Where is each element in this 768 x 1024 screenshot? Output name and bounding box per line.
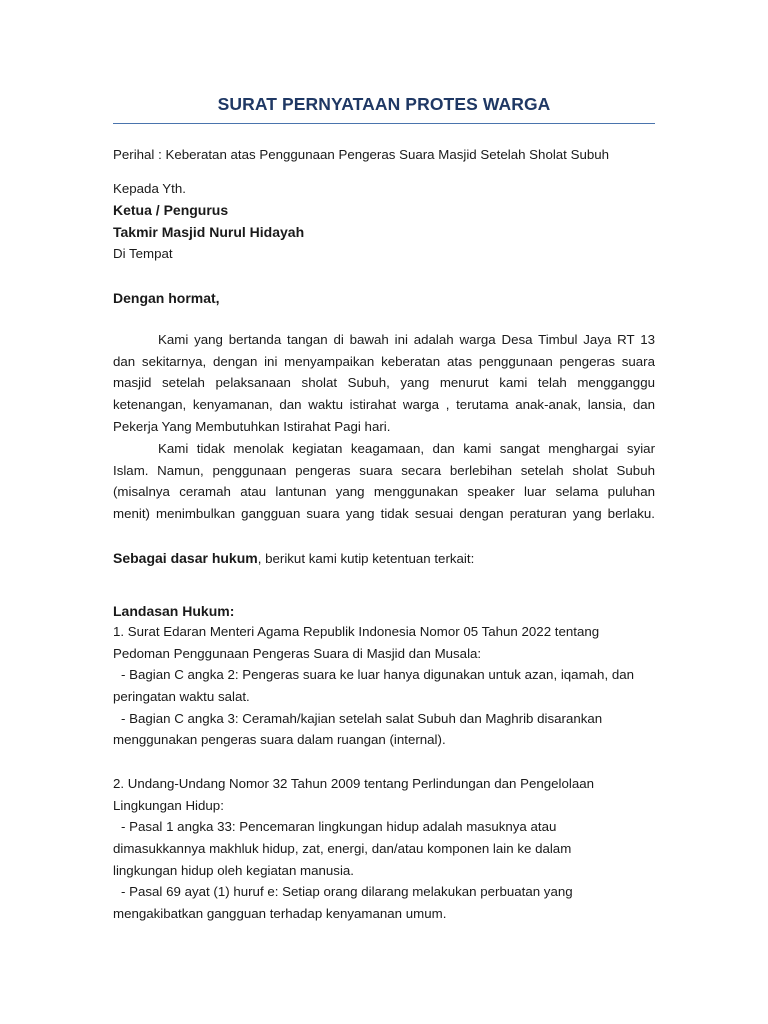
title-underline bbox=[113, 123, 655, 124]
law-2-line: lingkungan hidup oleh kegiatan manusia. bbox=[113, 862, 354, 878]
law-1-line: peringatan waktu salat. bbox=[113, 689, 250, 705]
paragraph-1-line: masjid setelah pelaksanaan sholat Subuh, yang menurut kami telah mengganggu bbox=[113, 375, 655, 391]
law-1-line: - Bagian C angka 2: Pengeras suara ke luar hanya digunakan untuk azan, iqamah, dan bbox=[121, 667, 635, 683]
law-2-line: Lingkungan Hidup: bbox=[113, 797, 224, 813]
dasar-hukum-line bbox=[113, 550, 474, 567]
landasan-heading: Landasan Hukum: bbox=[113, 603, 235, 619]
paragraph-1 bbox=[113, 329, 655, 437]
paragraph-1-line: ketenangan, kenyamanan, dan waktu istirahat warga , terutama anak-anak, lansia, dan bbox=[113, 397, 655, 413]
law-1-line: menggunakan pengeras suara dalam ruangan (internal). bbox=[113, 732, 446, 748]
paragraph-2 bbox=[113, 438, 655, 525]
law-2-line: - Pasal 1 angka 33: Pencemaran lingkungan hidup adalah masuknya atau bbox=[121, 819, 557, 835]
paragraph-1-line: dan sekitarnya, dengan ini menyampaikan keberatan atas penggunaan pengeras suara bbox=[113, 353, 655, 369]
perihal-line: Perihal : Keberatan atas Penggunaan Pengeras Suara Masjid Setelah Sholat Subuh bbox=[113, 147, 610, 162]
recipient-line-1: Ketua / Pengurus bbox=[113, 202, 229, 218]
salutation: Dengan hormat, bbox=[113, 290, 220, 306]
law-1-line: 1. Surat Edaran Menteri Agama Republik Indonesia Nomor 05 Tahun 2022 tentang bbox=[113, 624, 600, 639]
recipient-line-2: Takmir Masjid Nurul Hidayah bbox=[113, 224, 305, 240]
law-2-block bbox=[113, 773, 673, 925]
dasar-hukum-bold: Sebagai dasar hukum bbox=[113, 550, 258, 566]
paragraph-2-line: menit) menimbulkan gangguan suara yang tidak sesuai dengan peraturan yang berlaku. bbox=[113, 506, 655, 522]
law-2-line: dimasukkannya makhluk hidup, zat, energi, dan/atau komponen lain ke dalam bbox=[113, 841, 572, 857]
law-1-line: Pedoman Penggunaan Pengeras Suara di Masjid dan Musala: bbox=[113, 645, 482, 661]
kepada-line: Kepada Yth. bbox=[113, 181, 186, 196]
law-1-line: - Bagian C angka 3: Ceramah/kajian setelah salat Subuh dan Maghrib disarankan bbox=[121, 710, 603, 726]
law-2-line: - Pasal 69 ayat (1) huruf e: Setiap orang dilarang melakukan perbuatan yang bbox=[121, 884, 573, 900]
paragraph-1-line: Kami yang bertanda tangan di bawah ini adalah warga Desa Timbul Jaya RT 13 bbox=[158, 332, 655, 347]
paragraph-2-line: (misalnya ceramah atau lantunan yang menggunakan speaker luar selama puluhan bbox=[113, 484, 655, 500]
document-title: SURAT PERNYATAAN PROTES WARGA bbox=[217, 94, 551, 114]
law-2-line: 2. Undang-Undang Nomor 32 Tahun 2009 tentang Perlindungan dan Pengelolaan bbox=[113, 776, 595, 791]
paragraph-2-line: Kami tidak menolak kegiatan keagamaan, dan kami sangat menghargai syiar bbox=[158, 441, 655, 456]
law-2-line: mengakibatkan gangguan terhadap kenyamanan umum. bbox=[113, 906, 447, 922]
dasar-hukum-text: , berikut kami kutip ketentuan terkait: bbox=[257, 551, 475, 566]
law-1-block bbox=[113, 621, 673, 751]
paragraph-2-line: Islam. Namun, penggunaan pengeras suara secara berlebihan setelah sholat Subuh bbox=[113, 462, 655, 478]
di-tempat-line: Di Tempat bbox=[113, 246, 173, 261]
paragraph-1-line: Pekerja Yang Membutuhkan Istirahat Pagi hari. bbox=[113, 418, 391, 434]
